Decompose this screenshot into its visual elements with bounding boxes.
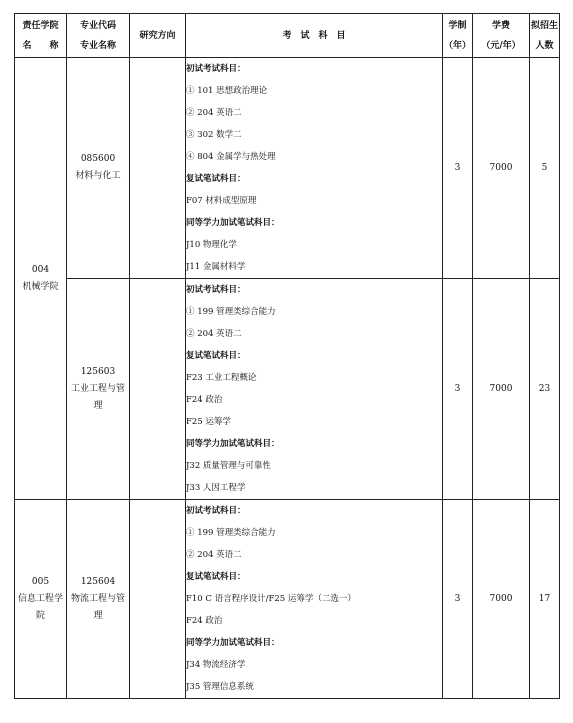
subject-line: ② 204 英语二	[186, 550, 242, 560]
subjects-cell	[186, 279, 443, 500]
subject-line: 同等学力加试笔试科目：	[186, 439, 280, 449]
fee-cell: 7000	[473, 279, 530, 500]
subject-line: F23 工业工程概论	[186, 373, 257, 383]
subject-line: J10 物理化学	[186, 240, 237, 250]
fee-cell: 7000	[473, 500, 530, 699]
header-fee: 学费 （元/年）	[473, 14, 530, 58]
table-row	[15, 58, 560, 279]
major-cell: 085600 材料与化工	[67, 58, 130, 279]
subject-line: ① 101 思想政治理论	[186, 86, 268, 96]
quota-cell: 17	[530, 500, 560, 699]
direction-cell	[130, 500, 186, 699]
subject-line: J35 管理信息系统	[186, 682, 254, 692]
subject-line: 初试考试科目：	[186, 506, 246, 516]
subject-line: J34 物流经济学	[186, 660, 246, 670]
subject-line: F07 材料成型原理	[186, 196, 257, 206]
table-row	[15, 500, 560, 699]
subject-line: ② 204 英语二	[186, 108, 242, 118]
major-cell: 125603 工业工程与管理	[67, 279, 130, 500]
major-cell: 125604 物流工程与管理	[67, 500, 130, 699]
subject-line: 复试笔试科目：	[186, 174, 246, 184]
subject-line: ③ 302 数学二	[186, 130, 242, 140]
subject-line: F25 运筹学	[186, 417, 231, 427]
subjects-cell	[186, 58, 443, 279]
header-duration: 学制 （年）	[443, 14, 473, 58]
subject-line: F24 政治	[186, 616, 223, 626]
college-cell: 005 信息工程学院	[15, 500, 67, 699]
quota-cell: 23	[530, 279, 560, 500]
subjects-cell	[186, 500, 443, 699]
direction-cell	[130, 58, 186, 279]
subject-line: ① 199 管理类综合能力	[186, 528, 276, 538]
table-header-row	[15, 14, 560, 58]
direction-cell	[130, 279, 186, 500]
subject-line: ④ 804 金属学与热处理	[186, 152, 276, 162]
subject-line: J32 质量管理与可靠性	[186, 461, 271, 471]
subject-line: F10 C 语言程序设计/F25 运筹学（二选一）	[186, 594, 356, 604]
header-direction: 研究方向	[130, 14, 186, 58]
subject-line: 初试考试科目：	[186, 64, 246, 74]
duration-cell: 3	[443, 500, 473, 699]
subject-line: J33 人因工程学	[186, 483, 246, 493]
fee-cell: 7000	[473, 58, 530, 279]
duration-cell: 3	[443, 58, 473, 279]
admissions-table	[14, 13, 560, 699]
header-subjects: 考 试 科 目	[186, 14, 443, 58]
college-cell: 004 机械学院	[15, 58, 67, 500]
subject-line: 复试笔试科目：	[186, 572, 246, 582]
header-quota: 拟招生 人数	[530, 14, 560, 58]
duration-cell: 3	[443, 279, 473, 500]
header-college: 责任学院 名 称	[15, 14, 67, 58]
subject-line: ① 199 管理类综合能力	[186, 307, 276, 317]
subject-line: ② 204 英语二	[186, 329, 242, 339]
table-row	[15, 279, 560, 500]
subject-line: J11 金属材料学	[186, 262, 246, 272]
subject-line: 同等学力加试笔试科目：	[186, 638, 280, 648]
subject-line: 同等学力加试笔试科目：	[186, 218, 280, 228]
header-major: 专业代码 专业名称	[67, 14, 130, 58]
subject-line: F24 政治	[186, 395, 223, 405]
quota-cell: 5	[530, 58, 560, 279]
subject-line: 初试考试科目：	[186, 285, 246, 295]
subject-line: 复试笔试科目：	[186, 351, 246, 361]
